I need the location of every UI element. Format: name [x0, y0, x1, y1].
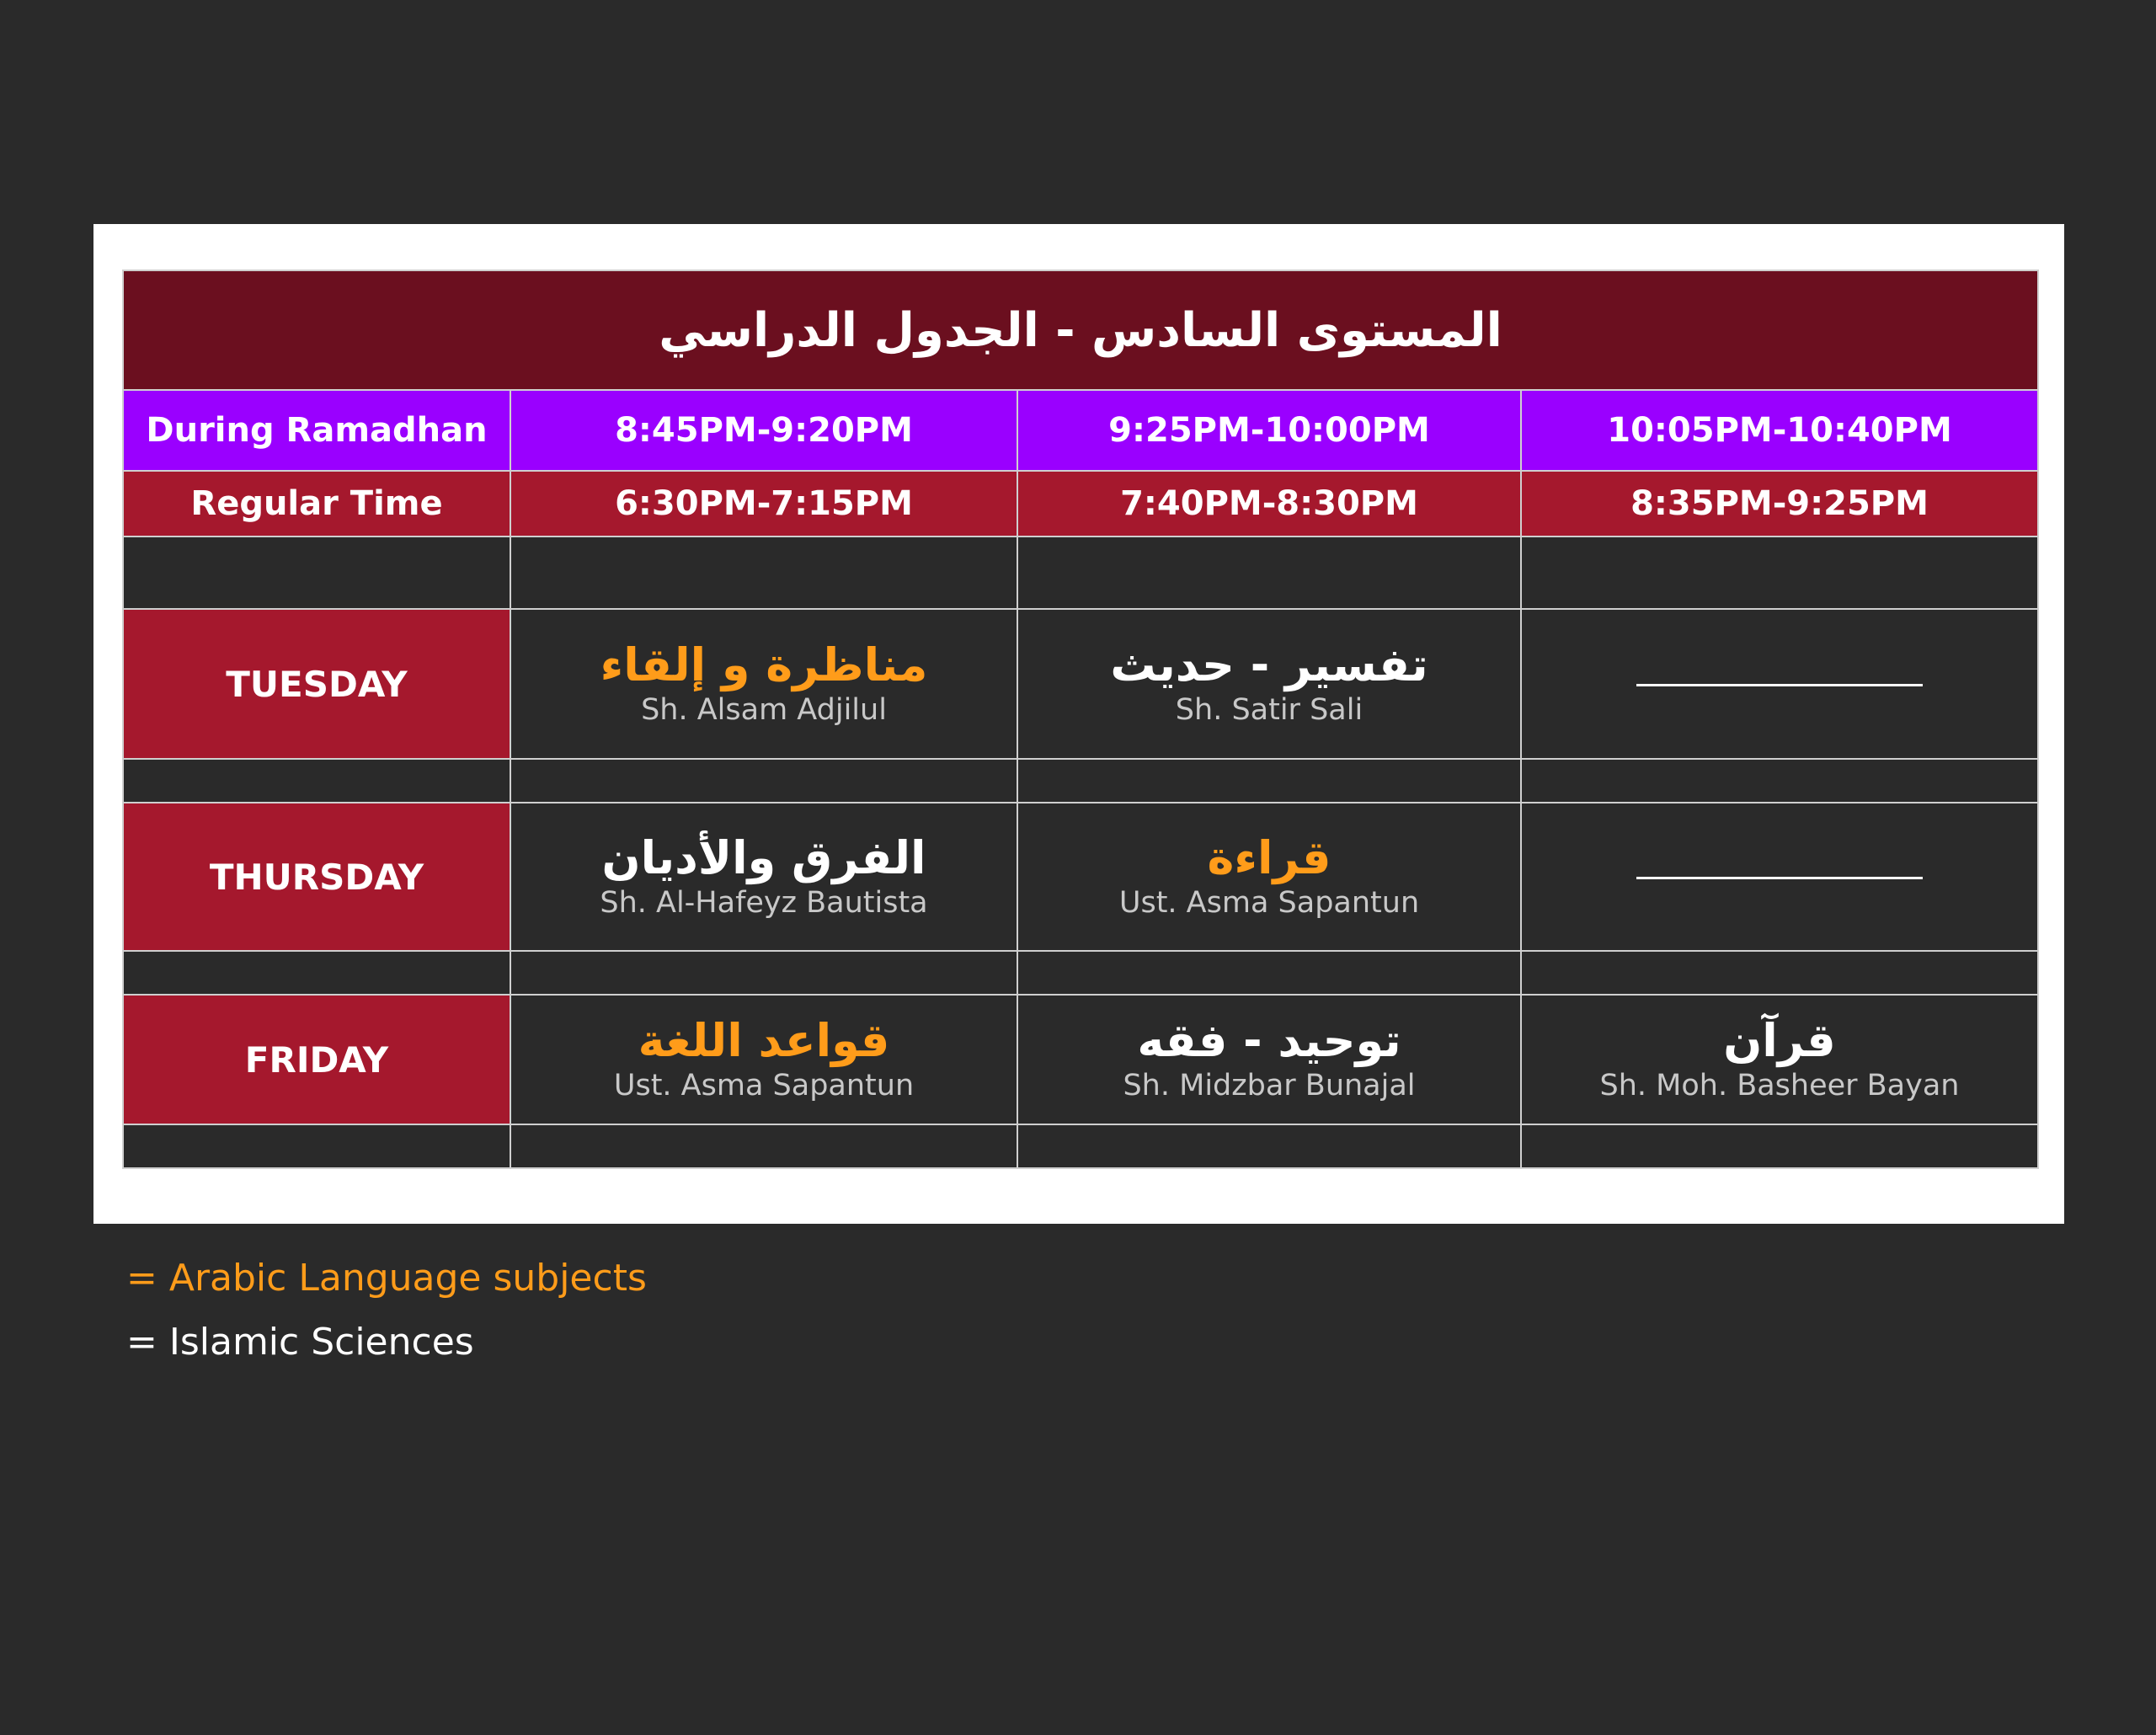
day-label-thursday: THURSDAY — [123, 803, 510, 951]
subject-name: قرآن — [1723, 1014, 1836, 1067]
subject-name: توحيد - فقه — [1137, 1014, 1401, 1067]
empty-class-cell — [1521, 803, 2038, 951]
regular-slot-1: 6:30PM-7:15PM — [510, 471, 1017, 537]
legend-arabic-language: = Arabic Language subjects — [126, 1257, 647, 1300]
teacher-name: Sh. Al-Hafeyz Bautista — [600, 886, 928, 920]
class-cell — [510, 803, 1017, 951]
legend-islamic-sciences: = Islamic Sciences — [126, 1321, 474, 1364]
regular-time-row — [123, 471, 2038, 537]
day-row-tuesday — [123, 609, 2038, 759]
day-row-thursday — [123, 803, 2038, 951]
class-cell — [510, 609, 1017, 759]
teacher-name: Ust. Asma Sapantun — [613, 1069, 915, 1102]
regular-slot-2: 7:40PM-8:30PM — [1017, 471, 1521, 537]
ramadhan-slot-1: 8:45PM-9:20PM — [510, 390, 1017, 471]
class-cell — [1017, 609, 1521, 759]
class-cell — [1017, 803, 1521, 951]
subject-name: قواعد اللغة — [638, 1014, 890, 1067]
ramadhan-time-row — [123, 390, 2038, 471]
teacher-name: Sh. Moh. Basheer Bayan — [1599, 1069, 1960, 1102]
teacher-name: Sh. Alsam Adjilul — [641, 693, 887, 727]
teacher-name: Ust. Asma Sapantun — [1118, 886, 1420, 920]
ramadhan-slot-3: 10:05PM-10:40PM — [1521, 390, 2038, 471]
subject-name: تفسير - حديث — [1110, 638, 1428, 691]
day-row-friday — [123, 995, 2038, 1124]
regular-slot-3: 8:35PM-9:25PM — [1521, 471, 2038, 537]
subject-name: قراءة — [1207, 831, 1331, 884]
class-cell — [1017, 995, 1521, 1124]
day-label-tuesday: TUESDAY — [123, 609, 510, 759]
spacer-row — [123, 1124, 2038, 1168]
schedule-title — [123, 270, 2038, 390]
schedule-table — [122, 270, 2039, 1169]
empty-slot-line — [1636, 684, 1923, 686]
spacer-row — [123, 759, 2038, 803]
ramadhan-slot-2: 9:25PM-10:00PM — [1017, 390, 1521, 471]
subject-name: مناظرة و إلقاء — [600, 638, 928, 691]
title-row — [123, 270, 2038, 390]
ramadhan-label: During Ramadhan — [123, 390, 510, 471]
teacher-name: Sh. Satir Sali — [1175, 693, 1364, 727]
spacer-row — [123, 537, 2038, 609]
class-cell — [1521, 995, 2038, 1124]
schedule-title-text: المستوى السادس - الجدول الدراسي — [659, 302, 1502, 358]
class-cell — [510, 995, 1017, 1124]
subject-name: الفرق والأديان — [601, 831, 926, 884]
day-label-friday: FRIDAY — [123, 995, 510, 1124]
teacher-name: Sh. Midzbar Bunajal — [1123, 1069, 1416, 1102]
regular-label: Regular Time — [123, 471, 510, 537]
spacer-row — [123, 951, 2038, 995]
empty-class-cell — [1521, 609, 2038, 759]
empty-slot-line — [1636, 877, 1923, 879]
